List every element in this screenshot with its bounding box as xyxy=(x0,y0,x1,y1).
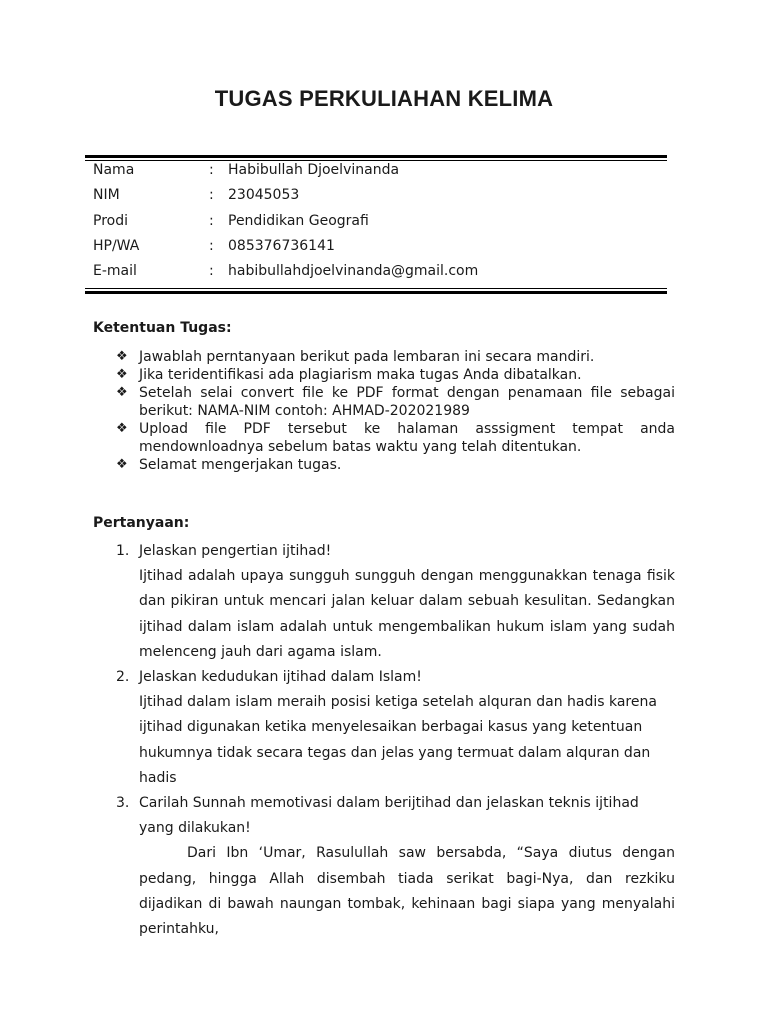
question-number: 2. xyxy=(116,669,130,686)
info-row-name xyxy=(93,158,663,183)
diamond-bullet-icon: ❖ xyxy=(116,421,128,436)
answer-line: Ijtihad dalam islam meraih posisi ketiga setelah alquran dan hadis karena xyxy=(139,694,657,711)
rules-heading: Ketentuan Tugas: xyxy=(93,320,232,336)
rule-text: Upload file PDF tersebut ke halaman asssigment tempat anda mendownloadnya sebelum batas waktu yang telah ditentukan. xyxy=(139,421,675,455)
diamond-bullet-icon: ❖ xyxy=(116,367,128,382)
answer-text: Ijtihad adalah upaya sungguh sungguh dengan menggunakkan tenaga fisik dan pikiran untuk mencari jalan keluar dalam sebuah kesulitan. Sedangkan ijtihad dalam islam adalah untuk mengembalikan hukum islam yang sudah melenceng jauh dari agama islam. xyxy=(139,568,675,660)
header-rule-bottom xyxy=(85,288,667,294)
info-value: habibullahdjoelvinanda@gmail.com xyxy=(228,263,479,280)
info-colon: : xyxy=(209,162,214,178)
info-label: E-mail xyxy=(93,263,137,280)
questions-heading: Pertanyaan: xyxy=(93,515,190,531)
student-info xyxy=(93,158,663,284)
answer-line: hukumnya tidak secara tegas dan jelas yang termuat dalam alquran dan xyxy=(139,744,651,761)
rule-item xyxy=(115,384,675,420)
rule-text: Setelah selai convert file ke PDF format dengan penamaan file sebagai berikut: NAMA-NIM contoh: AHMAD-202021989 xyxy=(139,385,675,419)
info-label: Nama xyxy=(93,162,135,178)
info-colon: : xyxy=(209,187,214,204)
question-text: Jelaskan kedudukan ijtihad dalam Islam! xyxy=(139,669,422,686)
rule-item xyxy=(115,420,675,456)
info-row-nim xyxy=(93,183,663,208)
info-row-prodi xyxy=(93,209,663,234)
answer-line: ijtihad digunakan ketika menyelesaikan berbagai kasus yang ketentuan xyxy=(139,719,643,736)
info-label: Prodi xyxy=(93,212,128,229)
question-item xyxy=(113,791,675,942)
info-label: HP/WA xyxy=(93,237,140,254)
info-colon: : xyxy=(209,212,214,229)
question-number: 3. xyxy=(116,795,130,812)
rule-item xyxy=(115,456,675,474)
answer-text: Dari Ibn ‘Umar, Rasulullah saw bersabda, “Saya diutus dengan pedang, hingga Allah disembah tiada serikat bagi-Nya, dan rezkiku dijadikan di bawah naungan tombak, kehinaan bagi siapa yang menyalahi perintahku, xyxy=(139,845,675,938)
info-value: 23045053 xyxy=(228,187,300,204)
rule-item xyxy=(115,348,675,366)
rule-text: Jika teridentifikasi ada plagiarism maka tugas Anda dibatalkan. xyxy=(139,367,582,383)
info-label: NIM xyxy=(93,187,120,204)
answer-line: hadis xyxy=(139,770,177,787)
info-row-phone xyxy=(93,234,663,259)
question-item xyxy=(113,539,675,665)
info-value: Habibullah Djoelvinanda xyxy=(228,162,400,178)
questions-list xyxy=(113,539,675,943)
info-value: 085376736141 xyxy=(228,237,335,254)
question-text: Jelaskan pengertian ijtihad! xyxy=(139,543,332,559)
page-title: TUGAS PERKULIAHAN KELIMA xyxy=(214,86,554,111)
rule-text: Jawablah perntanyaan berikut pada lembaran ini secara mandiri. xyxy=(139,349,595,365)
rule-item xyxy=(115,366,675,384)
rules-list xyxy=(115,348,675,474)
info-row-email xyxy=(93,259,663,284)
question-number: 1. xyxy=(116,543,130,559)
diamond-bullet-icon: ❖ xyxy=(116,349,128,364)
question-text: Carilah Sunnah memotivasi dalam berijtihad dan jelaskan teknis ijtihad yang dilakukan! xyxy=(139,795,639,837)
rule-text: Selamat mengerjakan tugas. xyxy=(139,457,342,473)
diamond-bullet-icon: ❖ xyxy=(116,457,128,472)
question-item xyxy=(113,665,675,791)
info-colon: : xyxy=(209,237,214,254)
diamond-bullet-icon: ❖ xyxy=(116,385,128,400)
info-colon: : xyxy=(209,263,214,280)
info-value: Pendidikan Geografi xyxy=(228,212,369,229)
